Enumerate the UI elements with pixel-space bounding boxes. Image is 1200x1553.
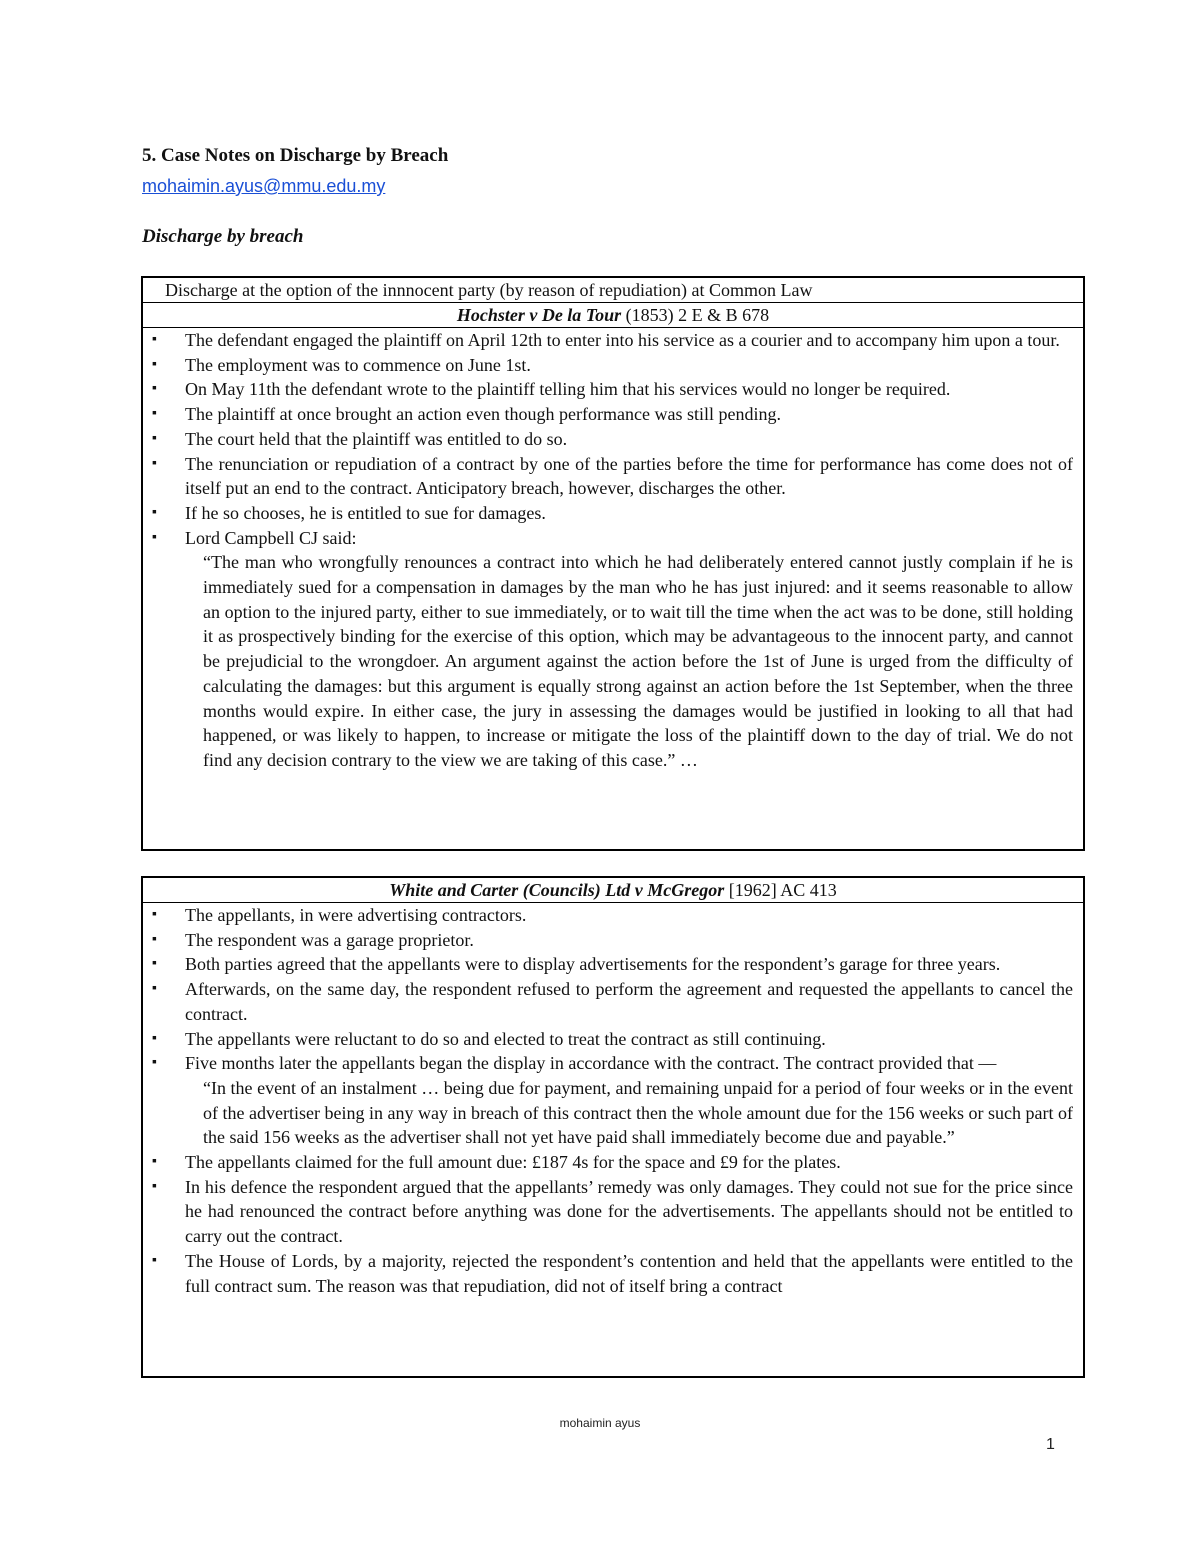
list-item: ▪ The House of Lords, by a majority, rejected the respondent’s contention and held that the appellants were entitled to the full contract sum. The reason was that repudiation, did not of itself bring a contract xyxy=(143,1249,1073,1298)
case-citation: [1962] AC 413 xyxy=(724,880,837,900)
list-item: ▪ If he so chooses, he is entitled to sue for damages. xyxy=(143,501,1073,526)
contract-clause-quote: “In the event of an instalment … being due for payment, and remaining unpaid for a period of four weeks or in the event of the advertiser being in any way in breach of this contract then the whole amount due for the 156 weeks or such part of the said 156 weeks as the advertiser shall not yet have paid shall immediately become due and payable.” xyxy=(203,1077,1073,1148)
footer-author: mohaimin ayus xyxy=(559,1416,641,1430)
list-item: ▪ Five months later the appellants began the display in accordance with the contract. The contract provided that — xyxy=(143,1051,1073,1076)
page-title: 5. Case Notes on Discharge by Breach xyxy=(142,145,449,166)
section-subtitle: Discharge by breach xyxy=(142,226,304,247)
list-item: ▪ The court held that the plaintiff was entitled to do so. xyxy=(143,427,1073,452)
email-link[interactable]: mohaimin.ayus@mmu.edu.my xyxy=(142,176,386,196)
list-item: ▪ In his defence the respondent argued that the appellants’ remedy was only damages. They could not sue for the price since he had renounced the contract before anything was done for the advertisements. The appellants should not be entitled to carry out the contract. xyxy=(143,1175,1073,1249)
case-facts-list xyxy=(143,903,1083,1076)
case-title xyxy=(143,303,1083,328)
case-title xyxy=(143,878,1083,903)
case-holding-list xyxy=(143,1150,1083,1298)
list-item: ▪ On May 11th the defendant wrote to the plaintiff telling him that his services would no longer be required. xyxy=(143,377,1073,402)
case-citation: (1853) 2 E & B 678 xyxy=(621,305,770,325)
case-table-white-carter xyxy=(141,876,1085,1378)
case-name: Hochster v De la Tour xyxy=(456,305,622,325)
list-item: ▪ Afterwards, on the same day, the respondent refused to perform the agreement and requested the appellants to cancel the contract. xyxy=(143,977,1073,1026)
list-item: ▪ Both parties agreed that the appellants were to display advertisements for the respondent’s garage for three years. xyxy=(143,952,1073,977)
list-item: ▪ The appellants were reluctant to do so and elected to treat the contract as still continuing. xyxy=(143,1027,1073,1052)
case-name: White and Carter (Councils) Ltd v McGregor xyxy=(389,880,725,900)
list-item: ▪ The renunciation or repudiation of a contract by one of the parties before the time for performance has come does not of itself put an end to the contract. Anticipatory breach, however, discharges the other. xyxy=(143,452,1073,501)
page-number: 1 xyxy=(1046,1436,1055,1453)
list-item: ▪ The plaintiff at once brought an action even though performance was still pending. xyxy=(143,402,1073,427)
judgment-quote: “The man who wrongfully renounces a contract into which he had deliberately entered cannot justly complain if he is immediately sued for a compensation in damages by the man who he has just injured: and it seems reasonable to allow an option to the injured party, either to sue immediately, or to wait till the time when the act was to be done, still holding it as prospectively binding for the exercise of this option, which may be advantageous to the innocent party, and cannot be prejudicial to the wrongdoer. An argument against the action before the 1st of June is urged from the difficulty of calculating the damages: but this argument is equally strong against an action before the 1st September, when the three months would expire. In either case, the jury in assessing the damages would be justified in looking to all that had happened, or was likely to happen, to increase or mitigate the loss of the plaintiff down to the day of trial. We do not find any decision contrary to the view we are taking of this case.” … xyxy=(203,552,1073,770)
section-heading: Discharge at the option of the innnocent party (by reason of repudiation) at Common Law xyxy=(143,278,1083,303)
list-item: ▪ The employment was to commence on June 1st. xyxy=(143,353,1073,378)
list-item: ▪ The appellants claimed for the full amount due: £187 4s for the space and £9 for the plates. xyxy=(143,1150,1073,1175)
case-facts-list xyxy=(143,328,1083,550)
list-item: ▪ Lord Campbell CJ said: xyxy=(143,526,1073,551)
list-item: ▪ The appellants, in were advertising contractors. xyxy=(143,903,1073,928)
list-item: ▪ The defendant engaged the plaintiff on April 12th to enter into his service as a courier and to accompany him upon a tour. xyxy=(143,328,1073,353)
case-table-hochster xyxy=(141,276,1085,851)
list-item: ▪ The respondent was a garage proprietor. xyxy=(143,928,1073,953)
